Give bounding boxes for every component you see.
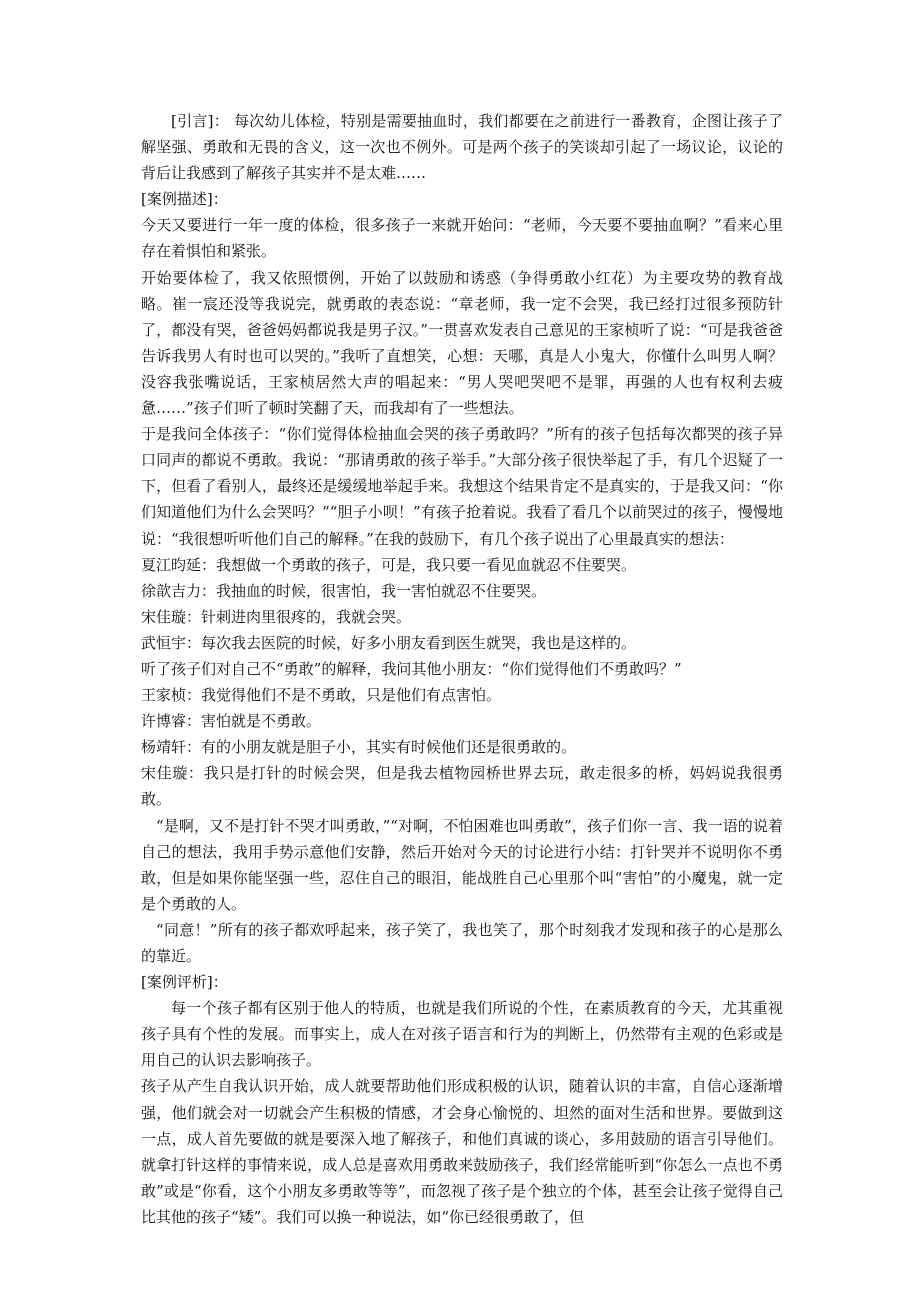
section-heading-case-analysis: [案例评析]： bbox=[141, 973, 228, 992]
child-quote: 杨靖轩：有的小朋友就是胆子小，其实有时候他们还是很勇敢的。 bbox=[141, 738, 577, 757]
child-quote: 王家桢：我觉得他们不是不勇敢，只是他们有点害怕。 bbox=[141, 686, 502, 705]
child-quote: 武恒宇：每次我去医院的时候，好多小朋友看到医生就哭，我也是这样的。 bbox=[141, 633, 637, 652]
body-paragraph: 于是我问全体孩子：“你们觉得体检抽血会哭的孩子勇敢吗？”所有的孩子包括每次都哭的孩子异口同声的都说不勇敢。我说：“那请勇敢的孩子举手。”大部分孩子很快举起了手，有几个迟疑了一下，但看了看别人，最终还是缓缓地举起手来。我想这个结果肯定不是真实的，于是我又问：“你们知道他们为什么会哭吗？”“胆子小呗！”有孩子抢着说。我看了看几个以前哭过的孩子，慢慢地说：“我很想听听他们自己的解释。”在我的鼓励下，有几个孩子说出了心里最真实的想法： bbox=[141, 425, 783, 548]
child-quote: 徐歆吉力：我抽血的时候，很害怕，我一害怕就忍不住要哭。 bbox=[141, 581, 547, 600]
document-body bbox=[141, 108, 783, 1230]
child-quote: 夏江昀延：我想做一个勇敢的孩子，可是，我只要一看见血就忍不住要哭。 bbox=[141, 555, 637, 574]
body-paragraph: “同意！”所有的孩子都欢呼起来，孩子笑了，我也笑了，那个时刻我才发现和孩子的心是那么的靠近。 bbox=[141, 920, 783, 965]
child-quote: 许博睿：害怕就是不勇敢。 bbox=[141, 712, 322, 731]
child-quote: 宋佳璇：针刺进肉里很疼的，我就会哭。 bbox=[141, 607, 412, 626]
body-paragraph: 孩子从产生自我认识开始，成人就要帮助他们形成积极的认识，随着认识的丰富，自信心逐渐增强，他们就会对一切就会产生积极的情感，才会身心愉悦的、坦然的面对生活和世界。要做到这一点，成人首先要做的就是要深入地了解孩子，和他们真诚的谈心，多用鼓励的语言引导他们。就拿打针这样的事情来说，成人总是喜欢用勇敢来鼓励孩子，我们经常能听到“你怎么一点也不勇敢”或是“你看，这个小朋友多勇敢等等”，而忽视了孩子是个独立的个体，甚至会让孩子觉得自己比其他的孩子“矮”。我们可以换一种说法，如“你已经很勇敢了，但 bbox=[141, 1077, 783, 1226]
body-paragraph: 今天又要进行一年一度的体检，很多孩子一来就开始问：“老师，今天要不要抽血啊？”看来心里存在着惧怕和紧张。 bbox=[141, 216, 783, 261]
section-heading-case-description: [案例描述]： bbox=[141, 190, 228, 209]
body-paragraph: 听了孩子们对自己不“勇敢”的解释，我问其他小朋友：“你们觉得他们不勇敢吗？” bbox=[141, 659, 682, 678]
intro-paragraph: [引言]： 每次幼儿体检，特别是需要抽血时，我们都要在之前进行一番教育，企图让孩子了解坚强、勇敢和无畏的含义，这一次也不例外。可是两个孩子的笑谈却引起了一场议论，议论的背后让我感到了解孩子其实并不是太难…… bbox=[141, 112, 783, 183]
child-quote: 宋佳璇：我只是打针的时候会哭，但是我去植物园桥世界去玩，敢走很多的桥，妈妈说我很勇敢。 bbox=[141, 764, 783, 809]
body-paragraph: “是啊，又不是打针不哭才叫勇敢，”“对啊，不怕困难也叫勇敢”，孩子们你一言、我一语的说着自己的想法，我用手势示意他们安静，然后开始对今天的讨论进行小结：打针哭并不说明你不勇敢，但是如果你能坚强一些，忍住自己的眼泪，能战胜自己心里那个叫“害怕”的小魔鬼，就一定是个勇敢的人。 bbox=[141, 816, 783, 913]
body-paragraph: 开始要体检了，我又依照惯例，开始了以鼓励和诱惑（争得勇敢小红花）为主要攻势的教育战略。崔一宸还没等我说完，就勇敢的表态说：“章老师，我一定不会哭，我已经打过很多预防针了，都没有哭，爸爸妈妈都说我是男子汉。”一贯喜欢发表自己意见的王家桢听了说：“可是我爸爸告诉我男人有时也可以哭的。”我听了直想笑，心想：天哪，真是人小鬼大，你懂什么叫男人啊？没容我张嘴说话，王家桢居然大声的唱起来：“男人哭吧哭吧不是罪，再强的人也有权利去疲惫……”孩子们听了顿时笑翻了天，而我却有了一些想法。 bbox=[141, 268, 783, 418]
body-paragraph: 每一个孩子都有区别于他人的特质，也就是我们所说的个性，在素质教育的今天，尤其重视孩子具有个性的发展。而事实上，成人在对孩子语言和行为的判断上，仍然带有主观的色彩或是用自己的认识去影响孩子。 bbox=[141, 999, 783, 1070]
